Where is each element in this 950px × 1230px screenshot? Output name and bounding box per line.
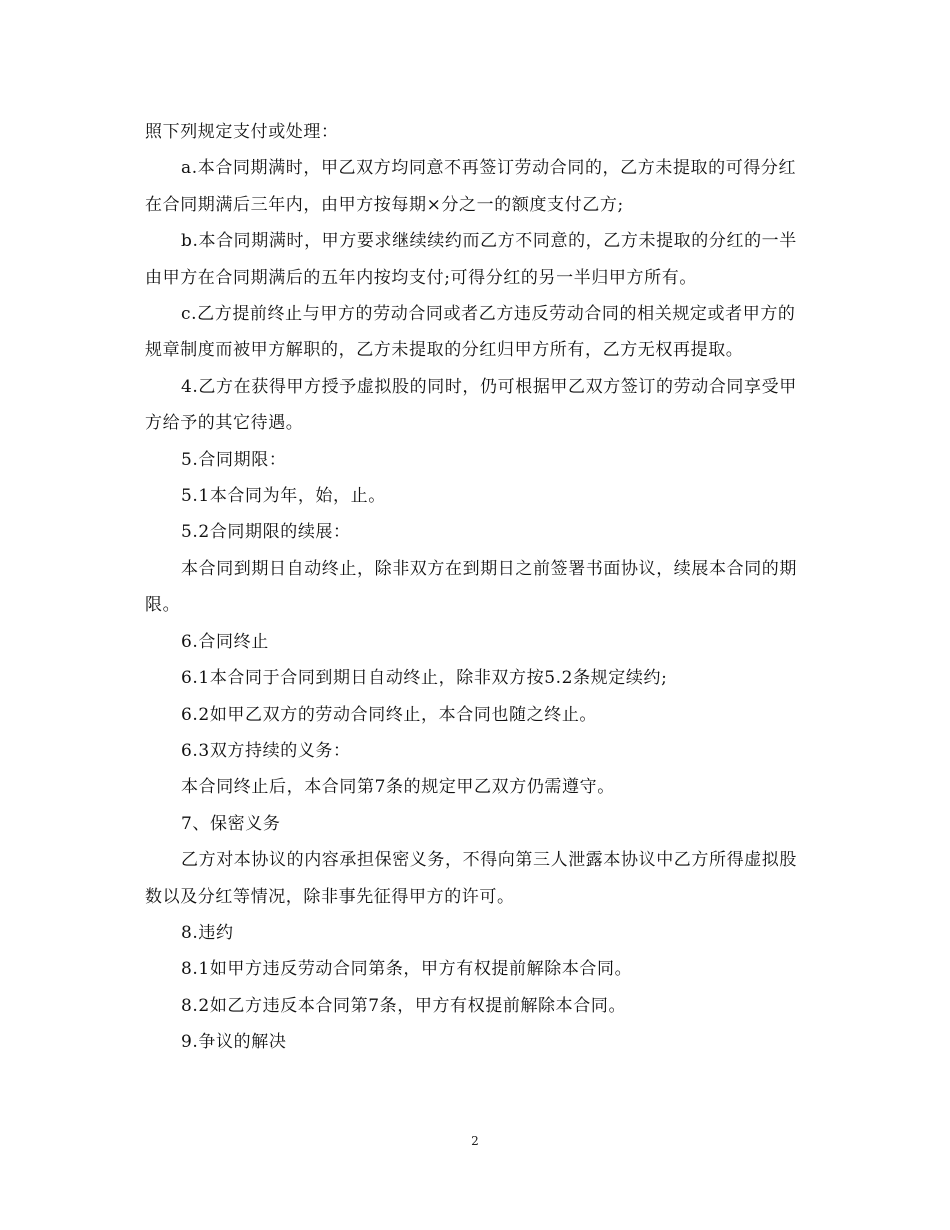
paragraph: 5.合同期限： — [181, 449, 287, 470]
paragraph: 9.争议的解决 — [181, 1032, 287, 1053]
paragraph: 乙方对本协议的内容承担保密义务，不得向第三人泄露本协议中乙方所得虚拟股数以及分红等情况，除非事先征得甲方的许可。 — [145, 850, 797, 907]
paragraph: 6.3双方持续的义务： — [181, 740, 351, 761]
paragraph: 6.1本合同于合同到期日自动终止，除非双方按5.2条规定续约; — [181, 668, 668, 689]
paragraph: 6.合同终止 — [181, 631, 269, 652]
paragraph: 7、保密义务 — [181, 813, 281, 834]
paragraph: 照下列规定支付或处理： — [145, 122, 339, 142]
document-body — [145, 114, 805, 1061]
paragraph: 8.2如乙方违反本合同第7条，甲方有权提前解除本合同。 — [181, 995, 627, 1016]
paragraph: 5.1本合同为年，始，止。 — [181, 486, 386, 507]
paragraph: b.本合同期满时，甲方要求继续续约而乙方不同意的，乙方未提取的分红的一半由甲方在合同期满后的五年内按均支付;可得分红的另一半归甲方所有。 — [145, 231, 797, 288]
paragraph: 本合同到期日自动终止，除非双方在到期日之前签署书面协议，续展本合同的期限。 — [145, 558, 797, 616]
paragraph: 本合同终止后，本合同第7条的规定甲乙双方仍需遵守。 — [181, 777, 615, 798]
paragraph: 6.2如甲乙双方的劳动合同终止，本合同也随之终止。 — [181, 704, 598, 725]
paragraph: c.乙方提前终止与甲方的劳动合同或者乙方违反劳动合同的相关规定或者甲方的规章制度而被甲方解职的，乙方未提取的分红归甲方所有，乙方无权再提取。 — [145, 304, 796, 361]
paragraph: 8.违约 — [181, 922, 234, 943]
paragraph: a.本合同期满时，甲乙双方均同意不再签订劳动合同的，乙方未提取的可得分红在合同期满后三年内，由甲方按每期×分之一的额度支付乙方; — [145, 158, 797, 215]
paragraph: 5.2合同期限的续展： — [181, 522, 351, 543]
paragraph: 4.乙方在获得甲方授予虚拟股的同时，仍可根据甲乙双方签订的劳动合同享受甲方给予的其它待遇。 — [145, 376, 797, 434]
page-number: 2 — [471, 1134, 479, 1148]
paragraph: 8.1如甲方违反劳动合同第条，甲方有权提前解除本合同。 — [181, 959, 633, 980]
